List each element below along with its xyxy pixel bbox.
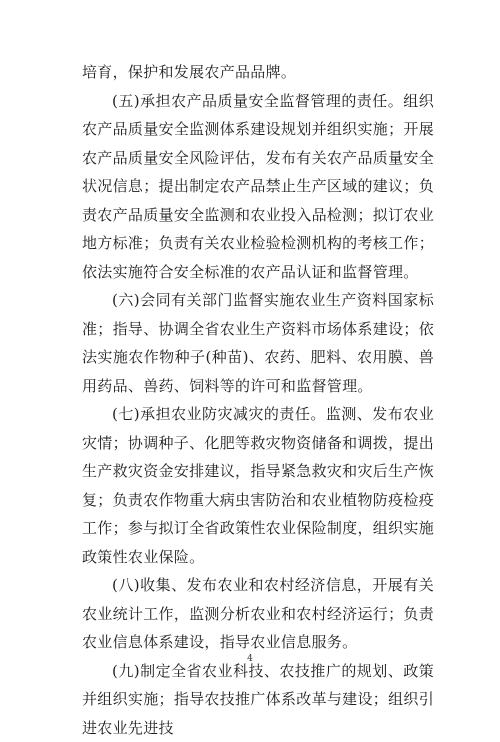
- body-text: [82, 58, 434, 742]
- paragraph-item-6: (六)会同有关部门监督实施农业生产资料国家标准；指导、协调全省农业生产资料市场体系建设；依法实施农作物种子(种苗)、农药、肥料、农用膜、兽用药品、兽药、饲料等的许可和监督管理。: [82, 286, 434, 400]
- page-number: 4: [0, 653, 500, 665]
- paragraph-item-9: (九)制定全省农业科技、农技推广的规划、政策并组织实施；指导农技推广体系改革与建设；组织引进农业先进技: [82, 657, 434, 742]
- paragraph-item-5: (五)承担农产品质量安全监督管理的责任。组织农产品质量安全监测体系建设规划并组织实施；开展农产品质量安全风险评估，发布有关农产品质量安全状况信息；提出制定农产品禁止生产区域的建议；负责农产品质量安全监测和农业投入品检测；拟订农业地方标准；负责有关农业检验检测机构的考核工作；依法实施符合安全标准的农产品认证和监督管理。: [82, 87, 434, 287]
- paragraph-item-8: (八)收集、发布农业和农村经济信息，开展有关农业统计工作，监测分析农业和农村经济运行；负责农业信息体系建设，指导农业信息服务。: [82, 571, 434, 657]
- paragraph-item-7: (七)承担农业防灾减灾的责任。监测、发布农业灾情；协调种子、化肥等救灾物资储备和调拨，提出生产救灾资金安排建议，指导紧急救灾和灾后生产恢复；负责农作物重大病虫害防治和农业植物防疫检疫工作；参与拟订全省政策性农业保险制度，组织实施政策性农业保险。: [82, 400, 434, 571]
- paragraph-continuation: 培育，保护和发展农产品品牌。: [82, 58, 434, 87]
